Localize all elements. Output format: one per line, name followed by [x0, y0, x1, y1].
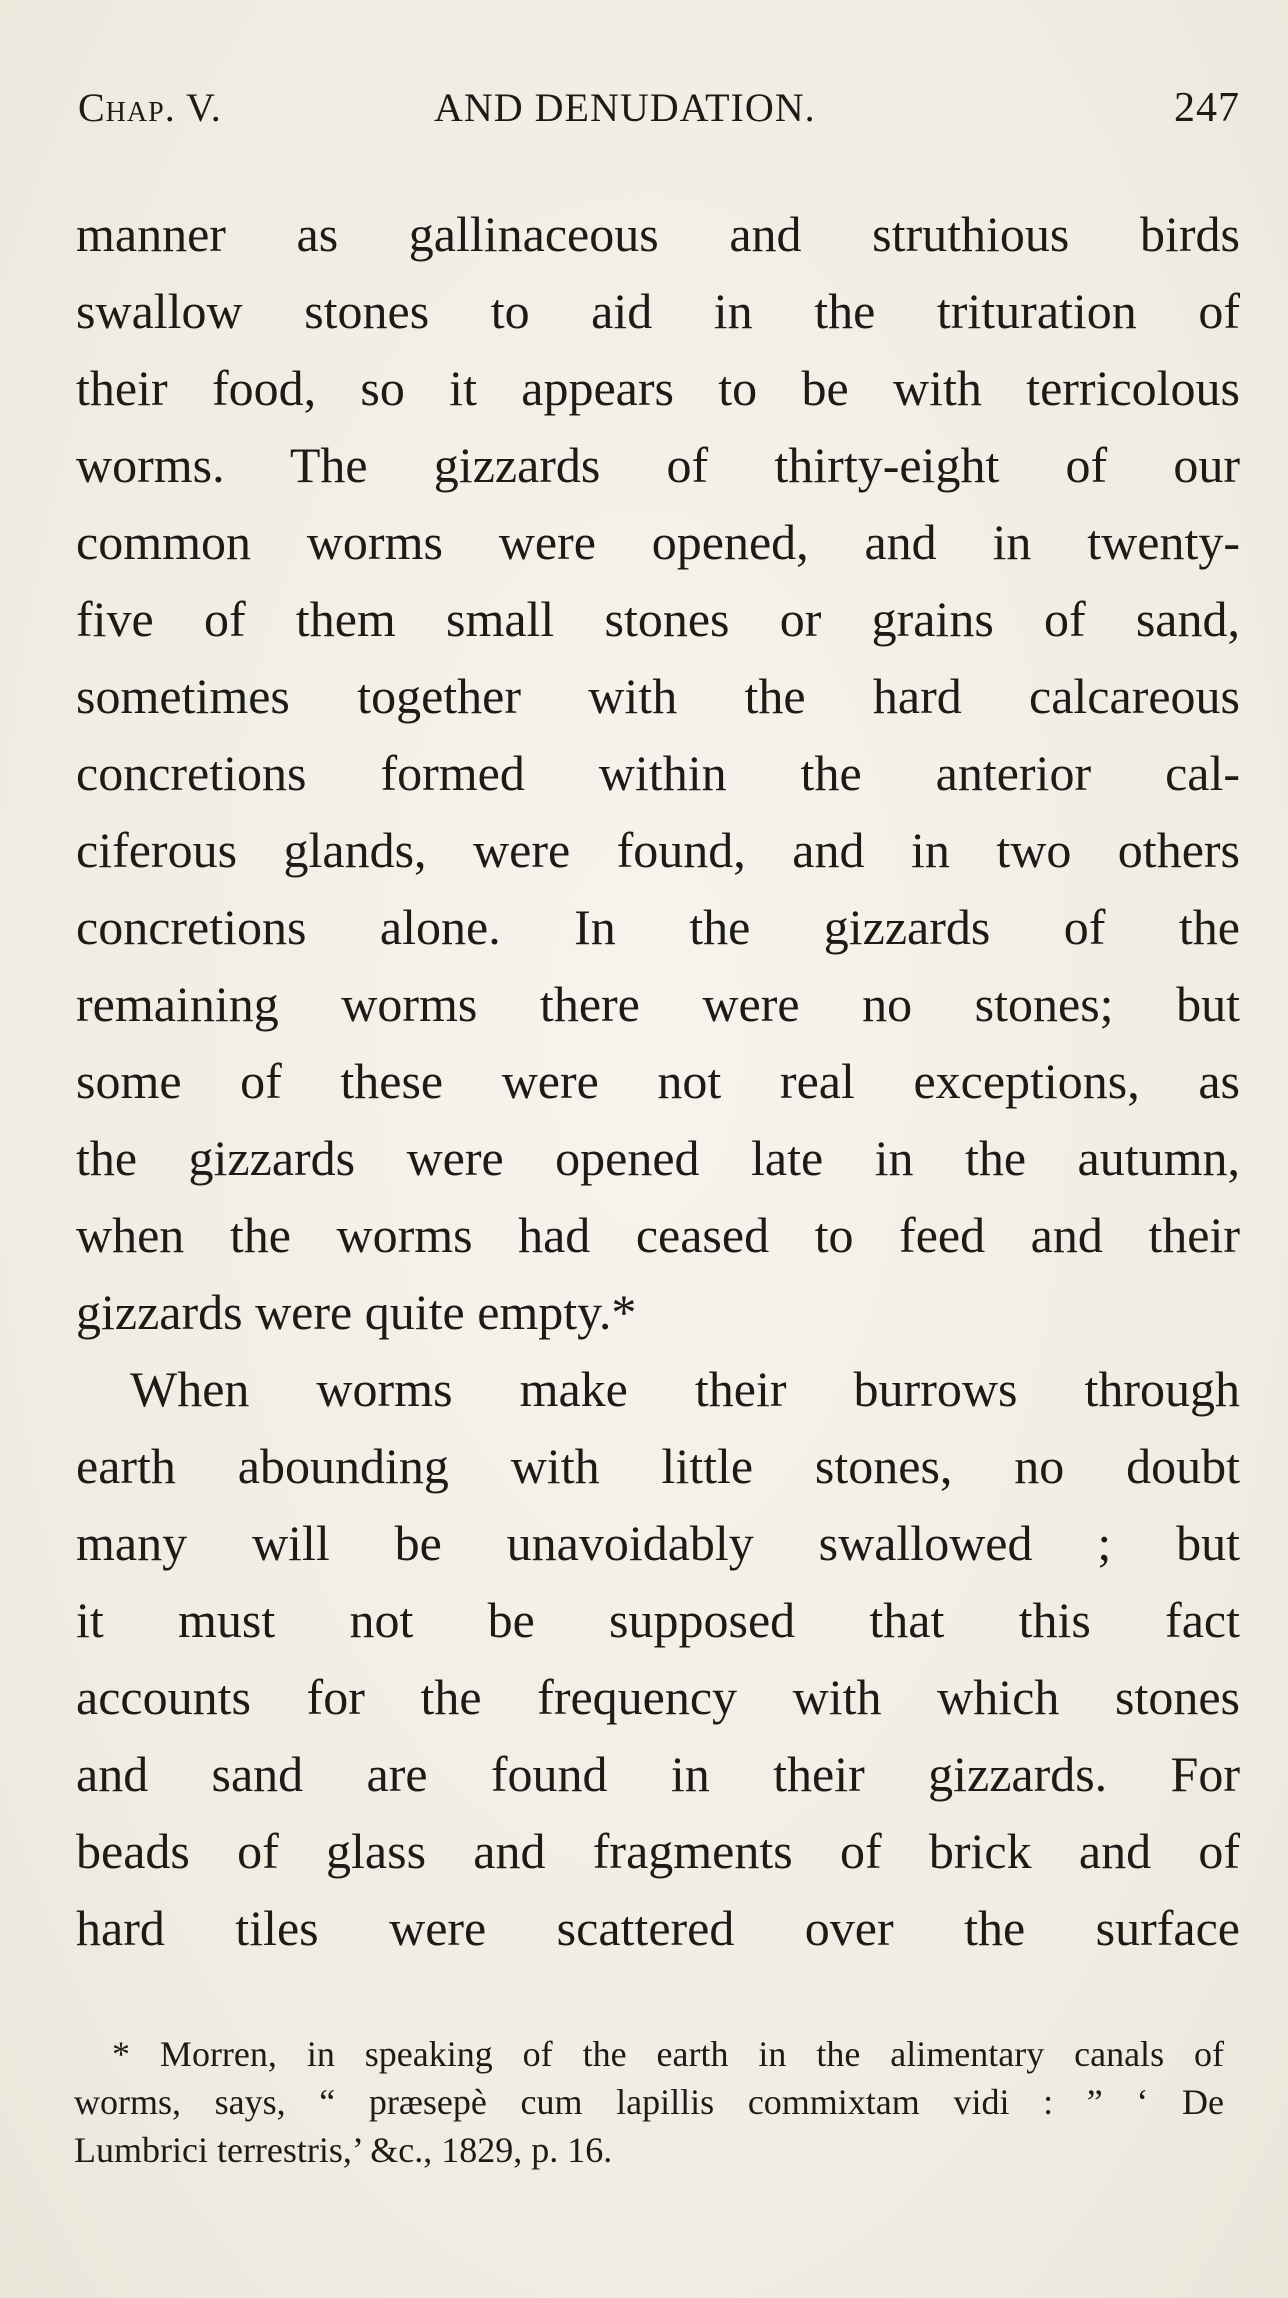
footnote [74, 2030, 1224, 2174]
text-line: it must not be supposed that this fact [76, 1592, 1240, 1648]
text-line: swallow stones to aid in the trituration of [76, 283, 1240, 339]
chapter-label: Chap. V. [78, 85, 222, 130]
footnote-line: worms, says, “ præsepè cum lapillis commixtam vidi : ” ‘ De [74, 2082, 1224, 2122]
text-line: some of these were not real exceptions, as [76, 1053, 1240, 1109]
text-line: five of them small stones or grains of sand, [76, 591, 1240, 647]
text-line: earth abounding with little stones, no doubt [76, 1438, 1240, 1494]
footnote-line: * Morren, in speaking of the earth in the alimentary canals of [112, 2034, 1224, 2074]
text-line: the gizzards were opened late in the autumn, [76, 1130, 1240, 1186]
text-line: beads of glass and fragments of brick and of [76, 1823, 1240, 1879]
text-line: concretions alone. In the gizzards of the [76, 899, 1240, 955]
page-number: 247 [1174, 85, 1240, 131]
text-line: common worms were opened, and in twenty- [76, 514, 1240, 570]
text-line: ciferous glands, were found, and in two others [76, 822, 1240, 878]
running-head [78, 84, 1240, 144]
text-line: when the worms had ceased to feed and their [76, 1207, 1240, 1263]
text-line: concretions formed within the anterior cal- [76, 745, 1240, 801]
text-line: remaining worms there were no stones; but [76, 976, 1240, 1032]
text-line: worms. The gizzards of thirty-eight of our [76, 437, 1240, 493]
text-line: many will be unavoidably swallowed ; but [76, 1515, 1240, 1571]
text-line: sometimes together with the hard calcareous [76, 668, 1240, 724]
footnote-line: Lumbrici terrestris,’ &c., 1829, p. 16. [74, 2130, 613, 2170]
text-line: When worms make their burrows through [130, 1361, 1240, 1417]
running-title: AND DENUDATION. [434, 85, 816, 130]
text-line: manner as gallinaceous and struthious birds [76, 206, 1240, 262]
text-line: hard tiles were scattered over the surface [76, 1900, 1240, 1956]
text-line: their food, so it appears to be with terricolous [76, 360, 1240, 416]
text-line: and sand are found in their gizzards. For [76, 1746, 1240, 1802]
text-line: accounts for the frequency with which stones [76, 1669, 1240, 1725]
text-line: gizzards were quite empty.* [76, 1284, 637, 1340]
body-text [76, 196, 1240, 1967]
